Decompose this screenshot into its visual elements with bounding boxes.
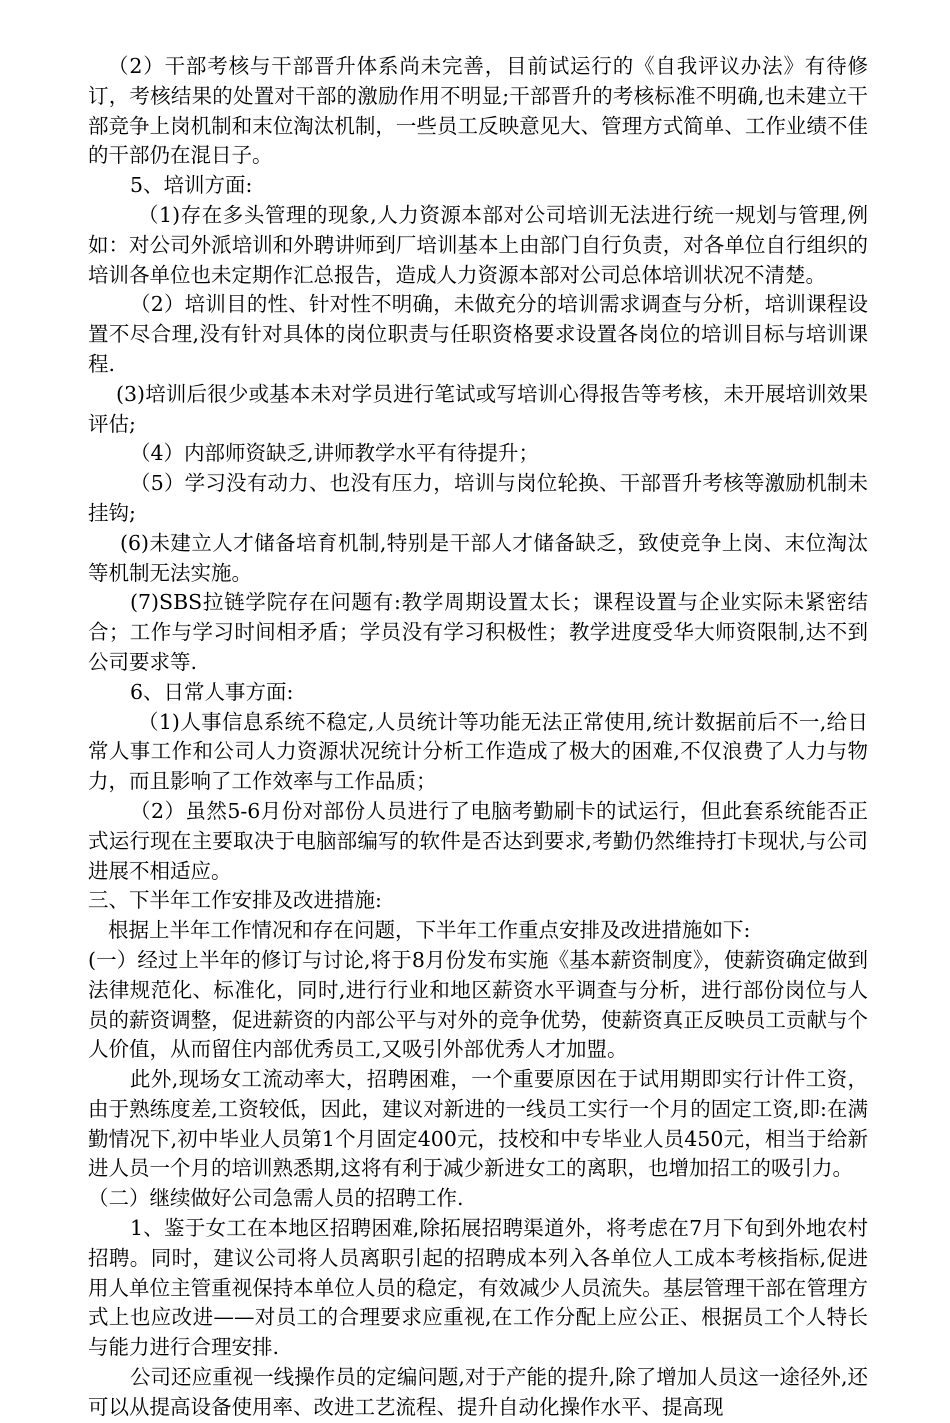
paragraph-training-5: （5）学习没有动力、也没有压力，培训与岗位轮换、干部晋升考核等激励机制未挂钩; (88, 471, 868, 525)
paragraph-recruitment-1: 1、鉴于女工在本地区招聘困难,除拓展招聘渠道外，将考虑在7月下旬到外地农村招聘。同时，建议公司将人员离职引起的招聘成本列入各单位人工成本考核指标,促进用人单位主管重视保持本单位人员的稳定，有效减少人员流失。基层管理干部在管理方式上也应改进——对员工的合理要求应重视,在工作分配上应公正、根据员工个人特长与能力进行合理安排. (88, 1216, 868, 1360)
heading-training: 5、培训方面: (130, 173, 253, 198)
paragraph-training-4: （4）内部师资缺乏,讲师教学水平有待提升； (130, 441, 540, 466)
paragraph-plan-1-extra: 此外,现场女工流动率大，招聘困难，一个重要原因在于试用期即实行计件工资，由于熟练度差,工资较低，因此，建议对新进的一线员工实行一个月的固定工资,即:在满勤情况下,初中毕业人员第1个月固定400元，技校和中专毕业人员450元，相当于给新进人员一个月的培训熟悉期,这将有利于减少新进女工的离职，也增加招工的吸引力。 (88, 1067, 868, 1181)
paragraph-hr-1: （1)人事信息系统不稳定,人员统计等功能无法正常使用,统计数据前后不一,给日常人事工作和公司人力资源状况统计分析工作造成了极大的困难,不仅浪费了人力与物力，而且影响了工作效率与工作品质； (88, 709, 868, 794)
paragraph-training-1: （1)存在多头管理的现象,人力资源本部对公司培训无法进行统一规划与管理,例如：对公司外派培训和外聘讲师到厂培训基本上由部门自行负责，对各单位自行组织的培训各单位也未定期作汇总报告，造成人力资源本部对公司总体培训状况不清楚。 (88, 202, 868, 287)
paragraph-hr-2: （2）虽然5-6月份对部份人员进行了电脑考勤刷卡的试运行，但此套系统能否正式运行现在主要取决于电脑部编写的软件是否达到要求,考勤仍然维持打卡现状,与公司进展不相适应。 (88, 798, 868, 883)
heading-second-half-plan: 三、下半年工作安排及改进措施: (88, 888, 382, 913)
heading-daily-hr: 6、日常人事方面: (130, 679, 294, 704)
heading-recruitment: （二）继续做好公司急需人员的招聘工作. (88, 1186, 464, 1211)
paragraph-training-3: (3)培训后很少或基本未对学员进行笔试或写培训心得报告等考核，未开展培训效果评估; (88, 381, 868, 436)
document-page (88, 52, 868, 1423)
paragraph-plan-intro: 根据上半年工作情况和存在问题，下半年工作重点安排及改进措施如下: (108, 918, 751, 943)
paragraph-training-6: (6)未建立人才储备培育机制,特别是干部人才储备缺乏，致使竞争上岗、末位淘汰等机制无法实施。 (88, 530, 868, 585)
paragraph-training-2: （2）培训目的性、针对性不明确，未做充分的培训需求调查与分析，培训课程设置不尽合理,没有针对具体的岗位职责与任职资格要求设置各岗位的培训目标与培训课程. (88, 292, 868, 376)
paragraph-recruitment-2: 公司还应重视一线操作员的定编问题,对于产能的提升,除了增加人员这一途径外,还可以从提高设备使用率、改进工艺流程、提升自动化操作水平、提高现 (88, 1365, 868, 1419)
paragraph-training-7: (7)SBS拉链学院存在问题有:教学周期设置太长；课程设置与企业实际未紧密结合；工作与学习时间相矛盾；学员没有学习积极性；教学进度受华大师资限制,达不到公司要求等. (88, 590, 868, 674)
paragraph-plan-1: (一）经过上半年的修订与讨论,将于8月份发布实施《基本薪资制度》，使薪资确定做到法律规范化、标准化，同时,进行行业和地区薪资水平调查与分析，进行部份岗位与人员的薪资调整，促进薪资的内部公平与对外的竞争优势，使薪资真正反映员工贡献与个人价值，从而留住内部优秀员工,又吸引外部优秀人才加盟。 (88, 947, 868, 1062)
paragraph-cadre-evaluation: （2）干部考核与干部晋升体系尚未完善，目前试运行的《自我评议办法》有待修订，考核结果的处置对干部的激励作用不明显;干部晋升的考核标准不明确,也未建立干部竞争上岗机制和末位淘汰机制，一些员工反映意见大、管理方式简单、工作业绩不佳的干部仍在混日子。 (88, 54, 868, 168)
